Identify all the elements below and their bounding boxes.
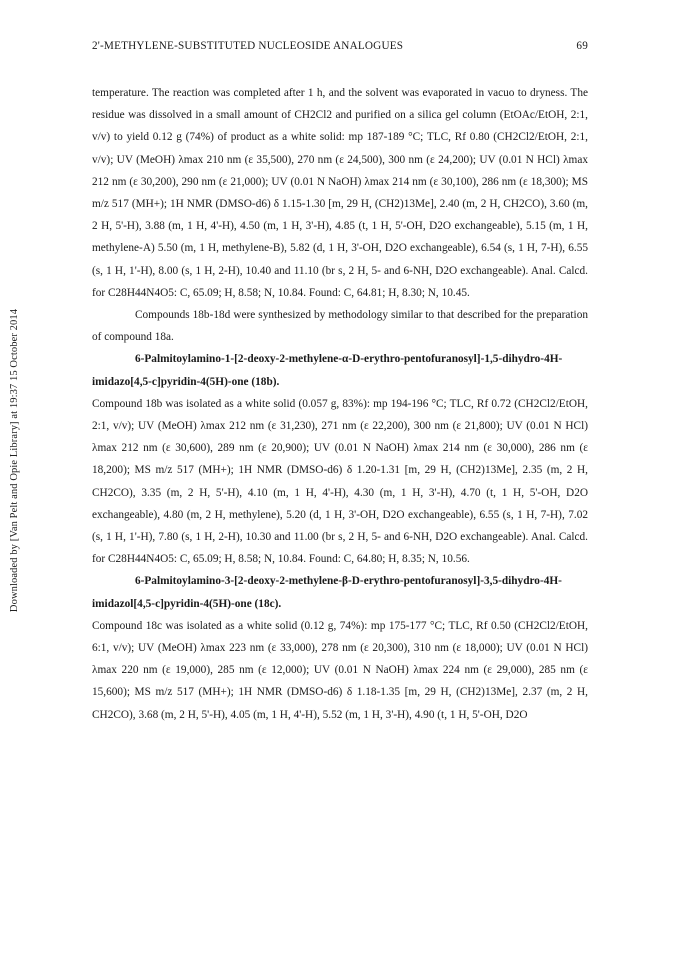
- compound-18b-heading: 6-Palmitoylamino-1-[2-deoxy-2-methylene-α-D-erythro-pentofuranosyl]-1,5-dihydro-4H-imidazo[4,5-c]pyridin-4(5H)-one (18b).: [92, 353, 563, 388]
- article-body: [92, 82, 588, 726]
- download-notice: [8, 150, 22, 770]
- download-notice-text: Downloaded by [Van Pelt and Opie Library] at 19:37 15 October 2014: [9, 308, 21, 612]
- paragraph-18b: Compound 18b was isolated as a white solid (0.057 g, 83%): mp 194-196 °C; TLC, Rf 0.72 (CH2Cl2/EtOH, 2:1, v/v); UV (MeOH) λmax 212 nm (ε 31,230), 271 nm (ε 22,200), 300 nm (ε 21,800); UV (0.01 N HCl) λmax 212 nm (ε 30,600), 289 nm (ε 20,900); UV (0.01 N NaOH) λmax 214 nm (ε 30,000), 286 nm (ε 18,200); MS m/z 517 (MH+); 1H NMR (DMSO-d6) δ 1.20-1.31 [m, 29 H, (CH2)13Me], 2.35 (m, 2 H, CH2CO), 3.35 (m, 2 H, 5'-H), 4.10 (m, 1 H, 4'-H), 4.30 (m, 1 H, 3'-H), 4.70 (t, 1 H, 5'-OH, D2O exchangeable), 4.80 (m, 2 H, methylene), 5.20 (d, 1 H, 3'-OH, D2O exchangeable), 6.55 (s, 1 H, 7-H), 7.02 (s, 1 H, 1'-H), 7.80 (s, 1 H, 2-H), 10.30 and 11.00 (br s, 2 H, 5- and 6-NH, D2O exchangeable). Anal. Calcd. for C28H44N4O5: C, 65.09; H, 8.58; N, 10.84. Found: C, 64.80; H, 8.35; N, 10.56.: [92, 397, 588, 566]
- page-number: 69: [576, 40, 588, 52]
- running-header: [92, 40, 588, 52]
- paragraph-18c: Compound 18c was isolated as a white solid (0.12 g, 74%): mp 175-177 °C; TLC, Rf 0.50 (CH2Cl2/EtOH, 6:1, v/v); UV (MeOH) λmax 223 nm (ε 33,000), 278 nm (ε 20,300), 310 nm (ε 18,000); UV (0.01 N HCl) λmax 220 nm (ε 19,000), 285 nm (ε 12,000); UV (0.01 N NaOH) λmax 224 nm (ε 29,000), 285 nm (ε 15,600); MS m/z 517 (MH+); 1H NMR (DMSO-d6) δ 1.18-1.35 [m, 29 H, (CH2)13Me], 2.37 (m, 2 H, CH2CO), 3.68 (m, 2 H, 5'-H), 4.05 (m, 1 H, 4'-H), 5.52 (m, 1 H, 3'-H), 4.90 (t, 1 H, 5'-OH, D2O: [92, 619, 588, 721]
- paragraph-18a-continued: temperature. The reaction was completed after 1 h, and the solvent was evaporated in vacuo to dryness. The residue was dissolved in a small amount of CH2Cl2 and purified on a silica gel column (EtOAc/EtOH, 2:1, v/v) to yield 0.12 g (74%) of product as a white solid: mp 187-189 °C; TLC, Rf 0.80 (CH2Cl2/EtOH, 2:1, v/v); UV (MeOH) λmax 210 nm (ε 35,500), 270 nm (ε 24,500), 300 nm (ε 24,200); UV (0.01 N HCl) λmax 212 nm (ε 30,200), 290 nm (ε 21,000); UV (0.01 N NaOH) λmax 214 nm (ε 30,100), 286 nm (ε 18,300); MS m/z 517 (MH+); 1H NMR (DMSO-d6) δ 1.15-1.30 [m, 29 H, (CH2)13Me], 2.40 (m, 2 H, CH2CO), 3.60 (m, 2 H, 5'-H), 3.88 (m, 1 H, 4'-H), 4.50 (m, 1 H, 3'-H), 4.85 (t, 1 H, 5'-OH, D2O exchangeable), 5.15 (m, 1 H, methylene-A) 5.50 (m, 1 H, methylene-B), 5.82 (d, 1 H, 3'-OH, D2O exchangeable), 6.54 (s, 1 H, 7-H), 6.55 (s, 1 H, 1'-H), 8.00 (s, 1 H, 2-H), 10.40 and 11.10 (br s, 2 H, 5- and 6-NH, D2O exchangeable). Anal. Calcd. for C28H44N4O5: C, 65.09; H, 8.58; N, 10.84. Found: C, 64.81; H, 8.30; N, 10.45.: [92, 87, 588, 299]
- running-title: 2'-METHYLENE-SUBSTITUTED NUCLEOSIDE ANALOGUES: [92, 40, 404, 52]
- paragraph-methodology: Compounds 18b-18d were synthesized by methodology similar to that described for the preparation of compound 18a.: [92, 309, 588, 344]
- compound-18c-heading: 6-Palmitoylamino-3-[2-deoxy-2-methylene-β-D-erythro-pentofuranosyl]-3,5-dihydro-4H-imidazol[4,5-c]pyridin-4(5H)-one (18c).: [92, 575, 562, 610]
